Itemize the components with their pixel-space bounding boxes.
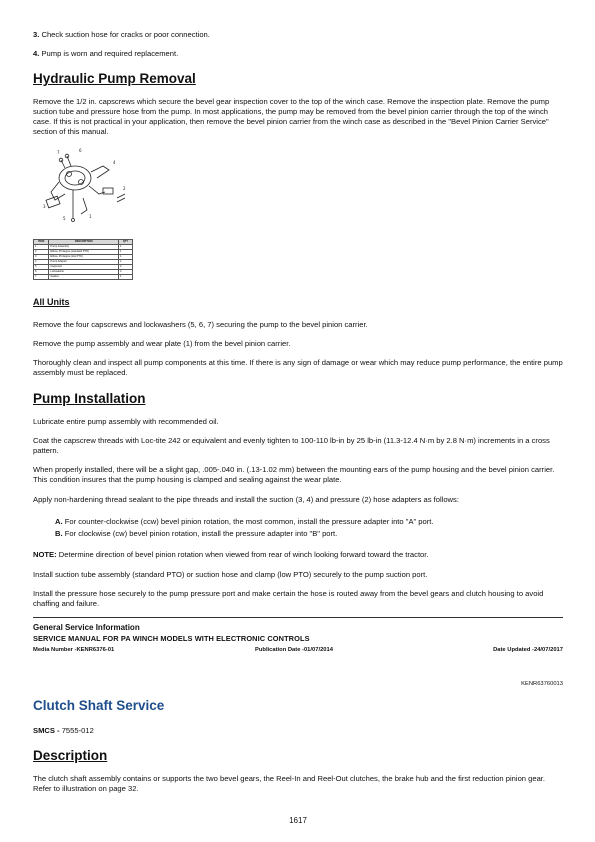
installation-paragraph-4: Apply non-hardening thread sealant to the pipe threads and install the suction (3, 4) and pressure (2) hose adapters as follows: bbox=[33, 495, 459, 504]
check-item-4: 4. Pump is worn and required replacement. bbox=[33, 49, 179, 58]
pump-diagram-icon bbox=[33, 148, 133, 224]
publication-date: Publication Date -01/07/2014 bbox=[255, 647, 333, 653]
rotation-option-a: A. For counter-clockwise (ccw) bevel pinion rotation, the most common, install the pressure adapter into "A" port. bbox=[55, 517, 434, 526]
all-units-paragraph-1: Remove the four capscrews and lockwashers (5, 6, 7) securing the pump to the bevel pinion carrier. bbox=[33, 320, 368, 329]
parts-list-table bbox=[33, 239, 133, 280]
installation-paragraph-2: Coat the capscrew threads with Loc-tite 242 or equivalent and evenly tighten to 100-110 lb-in by 25 lb-in (11.3-12.4 N·m by 2.8 N·m) increments in a cross pattern. bbox=[33, 436, 550, 455]
rotation-option-b: B. For clockwise (cw) bevel pinion rotation, install the pressure adapter into "B" port. bbox=[55, 529, 338, 538]
table-row: 6 Lockwasher 4 bbox=[34, 270, 133, 275]
media-number: Media Number -KENR6376-01 bbox=[33, 647, 115, 653]
heading-all-units: All Units bbox=[33, 297, 70, 307]
svg-text:3: 3 bbox=[43, 204, 46, 209]
table-row: 1 Pump Assembly 1 bbox=[34, 245, 133, 250]
svg-text:4: 4 bbox=[113, 160, 116, 165]
date-updated: Date Updated -24/07/2017 bbox=[493, 647, 563, 653]
footer-divider bbox=[33, 617, 563, 618]
table-row: 2 Elbow, 45 degree (standard PTO) 1 bbox=[34, 250, 133, 255]
all-units-paragraph-3: Thoroughly clean and inspect all pump components at this time. If there is any sign of damage or wear which may reduce pump performance, the entire pump assembly must be replaced. bbox=[33, 358, 563, 377]
check-item-3: 3. Check suction hose for cracks or poor connection. bbox=[33, 30, 210, 39]
heading-pump-installation: Pump Installation bbox=[33, 391, 146, 406]
svg-text:2: 2 bbox=[123, 186, 126, 191]
document-id: KENR63760013 bbox=[521, 681, 563, 687]
svg-text:7: 7 bbox=[57, 150, 60, 155]
removal-paragraph: Remove the 1/2 in. capscrews which secure the bevel gear inspection cover to the top of the winch case. Remove the inspection plate. Remove the pump suction tube and pressure hose from the pump. In most applications, the pump may be removed from the bevel pinion carrier through the top of the winch case. If this is not practical in your application, then remove the bevel pinion carrier from the winch case as described in the "Bevel Pinion Carrier Service" section of this manual. bbox=[33, 97, 550, 136]
installation-paragraph-1: Lubricate entire pump assembly with recommended oil. bbox=[33, 417, 219, 426]
table-row: 7 Gasket 1 bbox=[34, 275, 133, 280]
footer-meta-row bbox=[33, 646, 563, 655]
all-units-paragraph-2: Remove the pump assembly and wear plate (1) from the bevel pinion carrier. bbox=[33, 339, 291, 348]
svg-text:6: 6 bbox=[79, 148, 82, 153]
smcs-code: SMCS - 7555-012 bbox=[33, 726, 94, 735]
heading-description: Description bbox=[33, 748, 108, 763]
table-row: 3 Elbow, 45 degree (low PTO) 1 bbox=[34, 255, 133, 260]
svg-text:1: 1 bbox=[89, 214, 92, 219]
installation-paragraph-6: Install the pressure hose securely to the pump pressure port and make certain the hose is routed away from the bevel gears and clutch housing to avoid chaffing and failure. bbox=[33, 589, 544, 608]
rotation-note: NOTE: Determine direction of bevel pinion rotation when viewed from rear of winch looking forward toward the tractor. bbox=[33, 550, 429, 559]
parts-table-header: ITEM DESCRIPTION QTY bbox=[34, 240, 133, 245]
installation-paragraph-5: Install suction tube assembly (standard PTO) or suction hose and clamp (low PTO) securely to the pump suction port. bbox=[33, 570, 428, 579]
svg-text:5: 5 bbox=[63, 216, 66, 221]
clutch-shaft-service-title: Clutch Shaft Service bbox=[33, 698, 165, 713]
pump-exploded-illustration bbox=[33, 148, 133, 280]
page-number: 1617 bbox=[289, 816, 307, 825]
installation-paragraph-3: When properly installed, there will be a slight gap, .005-.040 in. (.13-1.02 mm) between the mounting ears of the pump housing and the bevel pinion carrier. This condition insures that the pump housing is clamped and sealing against the wear plate. bbox=[33, 465, 555, 484]
table-row: 4 Pump Adapter 1 bbox=[34, 260, 133, 265]
description-paragraph: The clutch shaft assembly contains or supports the two bevel gears, the Reel-In and Reel-Out clutches, the brake hub and the first reduction pinion gear. Refer to illustration on page 32. bbox=[33, 774, 546, 793]
heading-hydraulic-pump-removal: Hydraulic Pump Removal bbox=[33, 71, 196, 86]
service-manual-title: SERVICE MANUAL FOR PA WINCH MODELS WITH ELECTRONIC CONTROLS bbox=[33, 634, 310, 643]
general-service-information: General Service Information bbox=[33, 623, 140, 632]
table-row: 5 Capscrew 4 bbox=[34, 265, 133, 270]
